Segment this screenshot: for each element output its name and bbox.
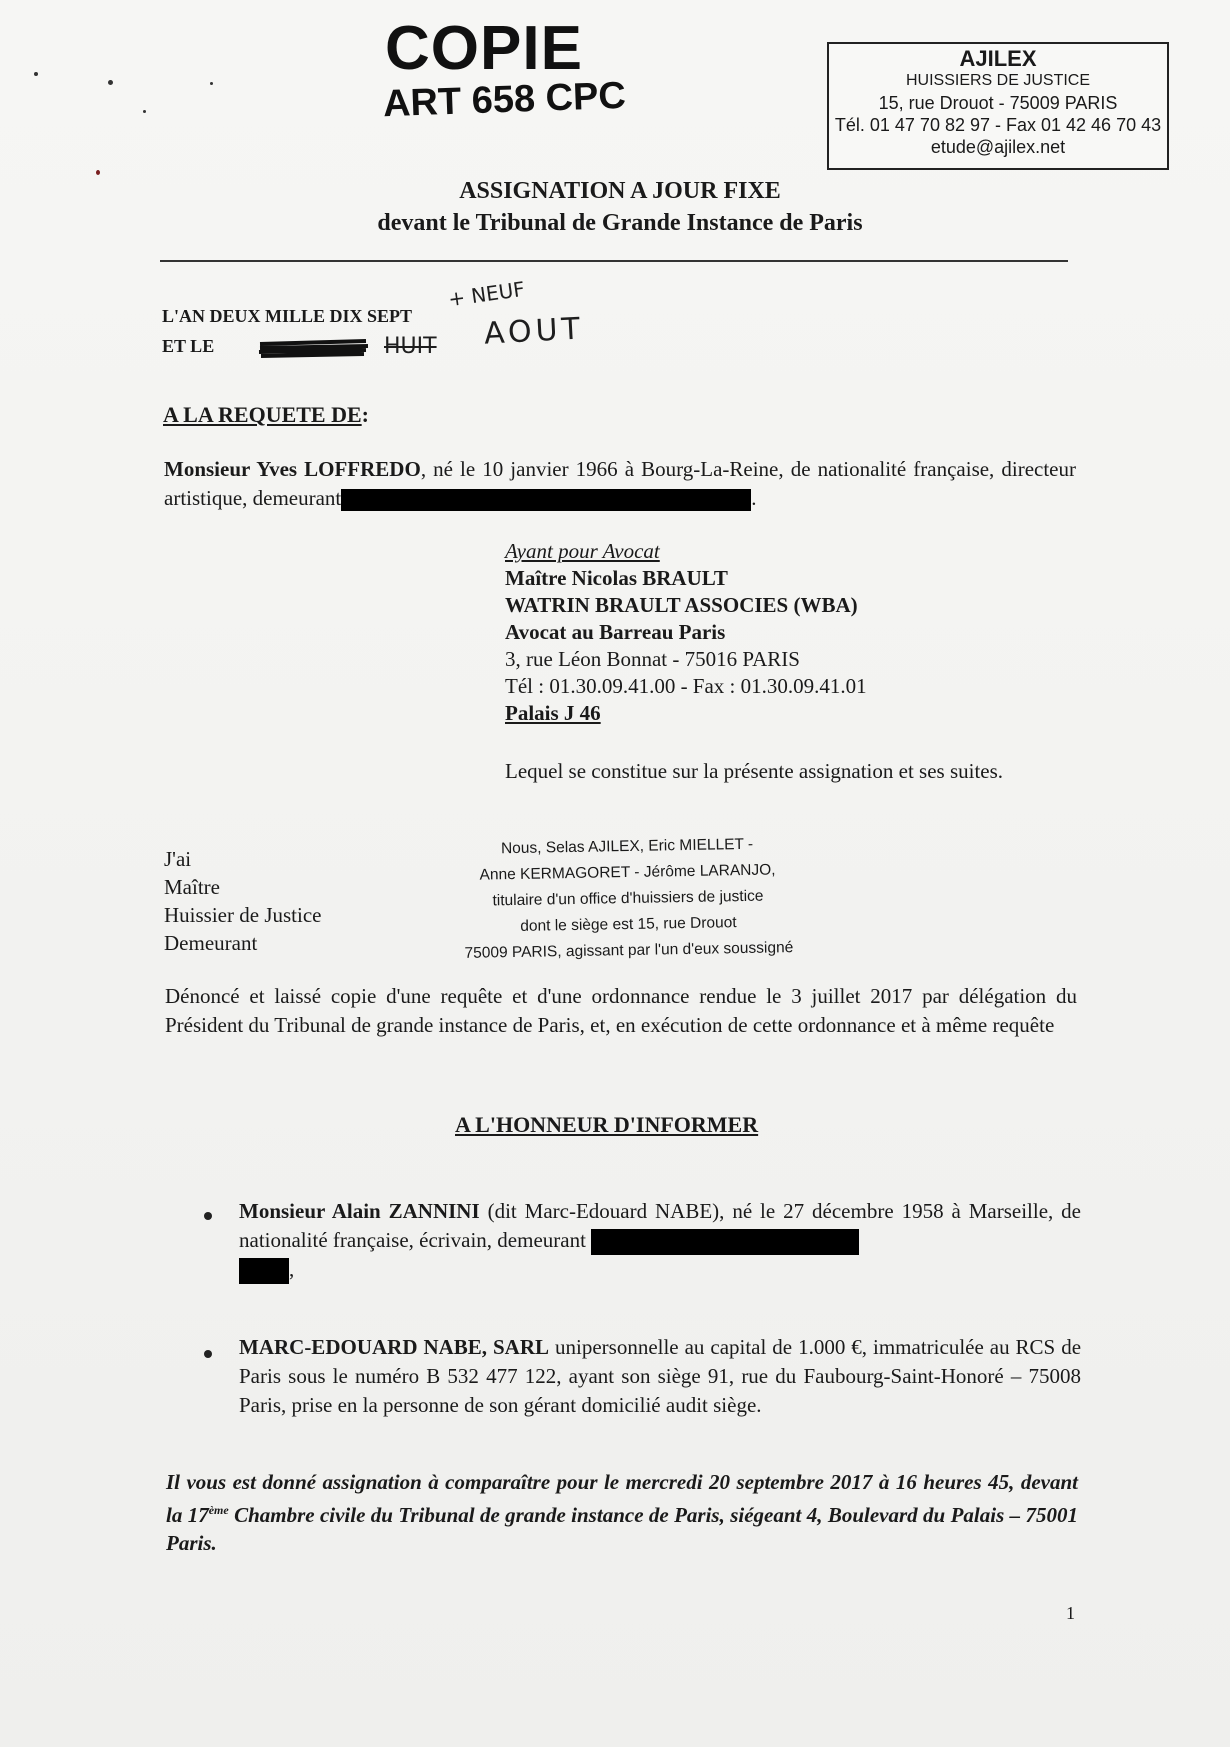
huissier-email: etude@ajilex.net	[930, 137, 1066, 157]
selas-line: 75009 PARIS, agissant par l'un d'eux soussigné	[464, 939, 794, 962]
party-sarl	[239, 1333, 1081, 1420]
day-label: ET LE	[162, 336, 215, 356]
avocat-address: 3, rue Léon Bonnat - 75016 PARIS	[505, 647, 800, 671]
assignation-paragraph	[166, 1468, 1078, 1557]
page-number: 1	[1066, 1603, 1075, 1623]
redacted-address	[591, 1229, 859, 1255]
stamp-line2: ART 658 CPC	[382, 74, 627, 126]
avocat-block	[505, 538, 867, 727]
avocat-firm: WATRIN BRAULT ASSOCIES (WBA)	[505, 593, 858, 617]
document-title: ASSIGNATION A JOUR FIXE	[459, 178, 781, 204]
speck	[96, 170, 100, 175]
assignation-text-2: Chambre civile du Tribunal de grande instance de Paris, siégeant 4, Boulevard du Palais – 75001 Paris.	[166, 1503, 1078, 1555]
party1-end: ,	[289, 1257, 295, 1282]
selas-line: Nous, Selas AJILEX, Eric MIELLET -	[500, 835, 754, 858]
requerant-end: .	[751, 486, 757, 510]
stamp-line1: COPIE	[385, 14, 583, 83]
year-text: L'AN DEUX MILLE DIX SEPT	[162, 306, 413, 326]
scribbled-out-text	[258, 338, 370, 360]
struck-word-text: HUIT	[384, 334, 437, 359]
requete-title-text: A LA REQUETE DE	[163, 402, 362, 427]
party2-name: MARC-EDOUARD NABE, SARL	[239, 1335, 550, 1359]
selas-line: Anne KERMAGORET - Jérôme LARANJO,	[479, 861, 776, 884]
requerant-details: , né le 10 janvier 1966 à Bourg-La-Reine, de nationalité française, directeur artistique, demeurant	[164, 457, 1076, 510]
redacted-address	[341, 489, 751, 511]
jai-line: J'ai	[164, 847, 192, 871]
jai-block	[164, 845, 321, 957]
assignation-text-1: Il vous est donné assignation à comparaître pour le mercredi 20 septembre 2017 à 16 heures 45, devant la 17	[166, 1470, 1078, 1527]
bullet-dot	[204, 1350, 212, 1358]
avocat-bar: Avocat au Barreau Paris	[505, 620, 726, 644]
huissier-stamp	[827, 42, 1169, 170]
selas-line: titulaire d'un office d'huissiers de justice	[492, 887, 764, 910]
speck	[210, 82, 213, 85]
avocat-phone: Tél : 01.30.09.41.00 - Fax : 01.30.09.41.01	[505, 674, 867, 698]
denonce-paragraph: Dénoncé et laissé copie d'une requête et d'une ordonnance rendue le 3 juillet 2017 par délégation du Président du Tribunal de grande instance de Paris, et, en exécution de cette ordonnance et à même requête	[165, 984, 1077, 1037]
assignation-sup: ème	[208, 1503, 229, 1517]
huissier-title: HUISSIERS DE JUSTICE	[905, 72, 1091, 89]
speck	[108, 80, 113, 85]
informer-title: A L'HONNEUR D'INFORMER	[455, 1112, 759, 1137]
party1-details: (dit Marc-Edouard NABE), né le 27 décembre 1958 à Marseille, de nationalité française, écrivain, demeurant	[239, 1199, 1081, 1252]
handwritten-month: AOUT	[483, 311, 585, 352]
title-divider	[160, 260, 1068, 262]
requerant-paragraph	[164, 455, 1076, 513]
date-line-year	[162, 306, 412, 327]
requete-title	[163, 402, 369, 428]
avocat-name: Maître Nicolas BRAULT	[505, 566, 728, 590]
avocat-label: Ayant pour Avocat	[505, 539, 660, 563]
requerant-name: Monsieur Yves LOFFREDO	[164, 457, 421, 481]
copie-stamp	[382, 14, 627, 126]
avocat-palais: Palais J 46	[505, 701, 601, 725]
requete-colon: :	[361, 402, 369, 427]
redacted-address	[239, 1258, 289, 1284]
jai-line: Maître	[164, 875, 220, 899]
huissier-phone: Tél. 01 47 70 82 97 - Fax 01 42 46 70 43	[834, 115, 1162, 135]
speck	[143, 110, 146, 113]
huissier-signature-stamp	[453, 831, 803, 967]
huissier-address: 15, rue Drouot - 75009 PARIS	[878, 93, 1118, 113]
date-line-day	[162, 336, 214, 357]
struck-word	[384, 334, 437, 359]
party1-name: Monsieur Alain ZANNINI	[239, 1199, 480, 1223]
party-zannini	[239, 1197, 1081, 1284]
selas-line: dont le siège est 15, rue Drouot	[520, 914, 737, 935]
speck	[34, 72, 38, 76]
party2-details: unipersonnelle au capital de 1.000 €, immatriculée au RCS de Paris sous le numéro B 532 477 122, ayant son siège 91, rue du Faubourg-Saint-Honoré – 75008 Paris, prise en la personne de son gérant domicilié audit siège.	[239, 1335, 1082, 1417]
huissier-name: AJILEX	[959, 46, 1037, 71]
jai-line: Demeurant	[164, 931, 258, 955]
bullet-dot	[204, 1212, 212, 1220]
document-subtitle: devant le Tribunal de Grande Instance de Paris	[377, 210, 863, 236]
constitution-text: Lequel se constitue sur la présente assignation et ses suites.	[505, 759, 1004, 783]
handwritten-addition: + NEUF	[446, 276, 527, 312]
jai-line: Huissier de Justice	[164, 903, 322, 927]
